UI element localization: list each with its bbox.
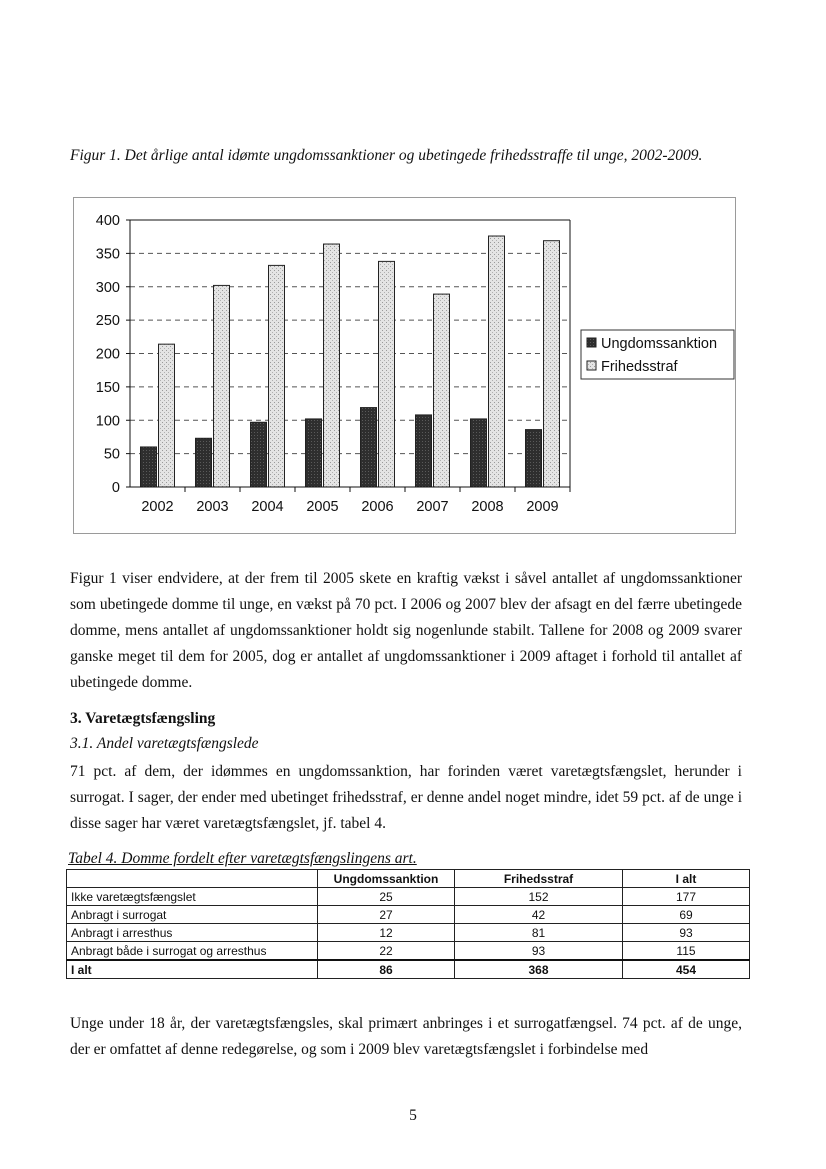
x-tick-label: 2005 (306, 499, 339, 515)
y-tick-label: 350 (95, 246, 120, 263)
legend-label: Frihedsstraf (601, 359, 678, 375)
table-cell: 81 (455, 924, 623, 942)
table-header-row (67, 870, 750, 888)
table-cell: 115 (623, 942, 750, 961)
x-tick-label: 2006 (361, 499, 394, 515)
bar-ungdomssanktion (196, 438, 212, 487)
table-row (67, 942, 750, 961)
table-cell: 93 (455, 942, 623, 961)
table-header-cell: Ungdomssanktion (318, 870, 455, 888)
paragraph-youth-detention: Unge under 18 år, der varetægtsfængsles, skal primært anbringes i et surrogatfængsel. 74 pct. af de unge, der er omfattet af denne redegørelse, og som i 2009 blev varetægtsfængslet i forbindelse med (70, 1015, 742, 1058)
y-tick-label: 150 (95, 379, 120, 396)
bar-frihedsstraf (269, 265, 285, 487)
subsection-heading: 3.1. Andel varetægtsfængslede (70, 735, 259, 752)
table-total-row (67, 960, 750, 979)
bar-frihedsstraf (324, 244, 340, 487)
table-cell: Ikke varetægtsfængslet (67, 888, 318, 906)
table-cell: 12 (318, 924, 455, 942)
bar-frihedsstraf (489, 236, 505, 487)
table-cell: 22 (318, 942, 455, 961)
table-cell: 42 (455, 906, 623, 924)
table-row (67, 924, 750, 942)
table-cell: Anbragt i arresthus (67, 924, 318, 942)
bar-ungdomssanktion (526, 430, 542, 487)
table-cell: 25 (318, 888, 455, 906)
table-caption: Tabel 4. Domme fordelt efter varetægtsfængslingens art. (68, 850, 417, 867)
y-tick-label: 400 (95, 213, 120, 229)
table-cell: 368 (455, 960, 623, 979)
table-4 (66, 869, 750, 979)
table-cell: 454 (623, 960, 750, 979)
x-tick-label: 2003 (196, 499, 229, 515)
y-tick-label: 250 (95, 313, 120, 330)
bar-ungdomssanktion (306, 419, 322, 487)
bar-frihedsstraf (544, 241, 560, 487)
bar-ungdomssanktion (416, 415, 432, 487)
bar-ungdomssanktion (251, 422, 267, 487)
table-row (67, 906, 750, 924)
table-cell: I alt (67, 960, 318, 979)
bar-ungdomssanktion (471, 419, 487, 487)
x-tick-label: 2008 (471, 499, 504, 515)
bar-frihedsstraf (379, 261, 395, 487)
table-cell: Anbragt både i surrogat og arresthus (67, 942, 318, 961)
table-cell: Anbragt i surrogat (67, 906, 318, 924)
page-number: 5 (409, 1107, 417, 1124)
bar-ungdomssanktion (141, 447, 157, 487)
bar-ungdomssanktion (361, 408, 377, 487)
legend-swatch (587, 338, 596, 347)
paragraph-detention-share: 71 pct. af dem, der idømmes en ungdomssanktion, har forinden været varetægtsfængslet, herunder i surrogat. I sager, der ender med ubetinget frihedsstraf, er denne andel noget mindre, idet 59 pct. af de unge i disse sager har været varetægtsfængslet, jf. tabel 4. (70, 763, 742, 832)
y-tick-label: 100 (95, 413, 120, 430)
table-cell: 177 (623, 888, 750, 906)
legend-label: Ungdomssanktion (601, 336, 718, 352)
bar-frihedsstraf (159, 344, 175, 487)
table-header-cell: I alt (623, 870, 750, 888)
table-cell: 27 (318, 906, 455, 924)
bar-frihedsstraf (214, 285, 230, 487)
table-cell: 86 (318, 960, 455, 979)
table-header-cell: Frihedsstraf (455, 870, 623, 888)
x-tick-label: 2009 (526, 499, 559, 515)
y-tick-label: 300 (95, 279, 120, 296)
figure-box (73, 197, 736, 534)
x-tick-label: 2002 (141, 499, 174, 515)
table-row (67, 888, 750, 906)
figure-caption: Figur 1. Det årlige antal idømte ungdomssanktioner og ubetingede frihedsstraffe til unge, 2002-2009. (70, 147, 703, 164)
table-header-cell (67, 870, 318, 888)
y-tick-label: 0 (111, 480, 120, 496)
table-cell: 93 (623, 924, 750, 942)
table-cell: 152 (455, 888, 623, 906)
table-cell: 69 (623, 906, 750, 924)
x-tick-label: 2007 (416, 499, 449, 515)
bar-frihedsstraf (434, 294, 450, 487)
y-tick-label: 200 (95, 346, 120, 363)
paragraph-figure-description: Figur 1 viser endvidere, at der frem til 2005 skete en kraftig vækst i såvel antallet af ungdomssanktioner som ubetingede domme til unge, en vækst på 70 pct. I 2006 og 2007 blev der afsagt en del færre ubetingede domme, mens antallet af ungdomssanktioner holdt sig nogenlunde stabilt. Tallene for 2008 og 2009 svarer ganske meget til dem for 2005, dog er antallet af ungdomssanktioner i 2009 aftaget i forhold til antallet af ubetingede domme. (70, 570, 742, 691)
legend-swatch (587, 361, 596, 370)
bar-chart (74, 198, 735, 533)
chart-legend (581, 330, 734, 379)
x-tick-label: 2004 (251, 499, 284, 515)
section-heading: 3. Varetægtsfængsling (70, 710, 216, 727)
y-tick-label: 50 (103, 446, 120, 463)
